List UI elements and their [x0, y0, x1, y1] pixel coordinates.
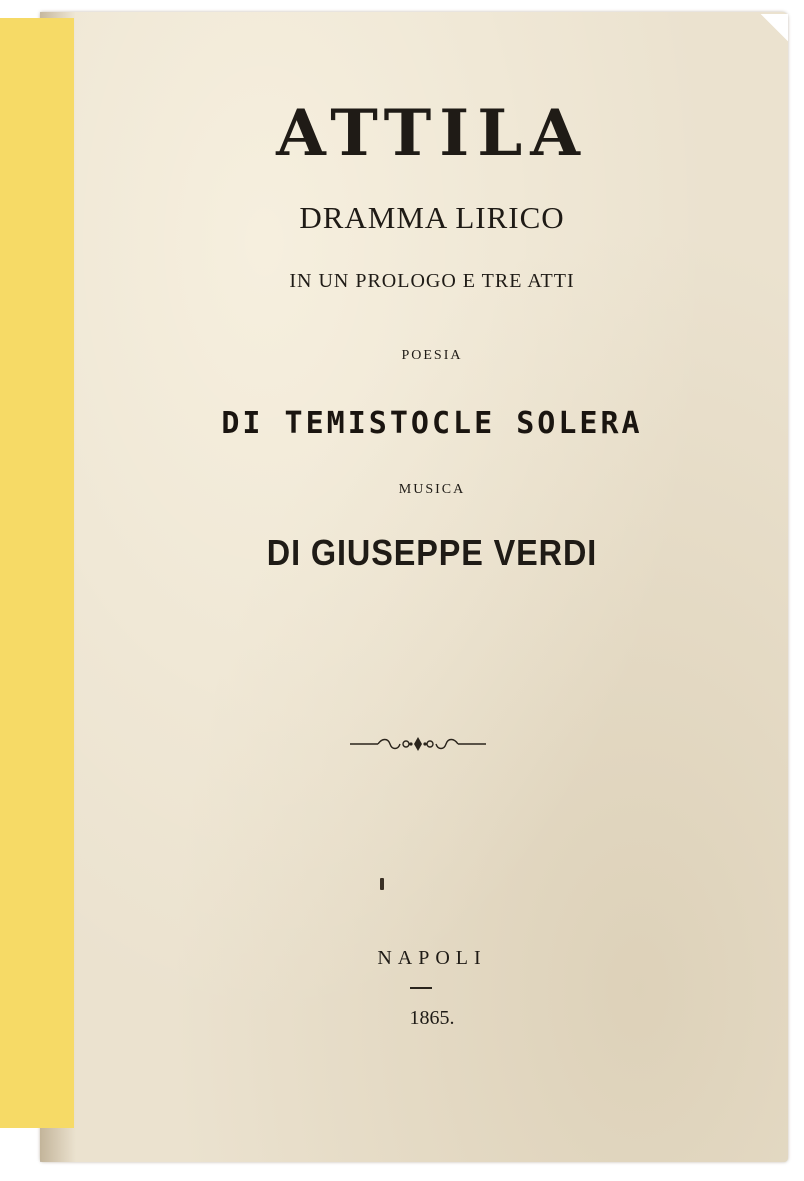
acts-description: IN UN PROLOGO E TRE ATTI	[289, 270, 575, 292]
genre-subtitle: DRAMMA LIRICO	[299, 200, 565, 235]
poetry-label: POESIA	[401, 348, 463, 363]
opera-title: ATTILA	[276, 96, 588, 171]
ink-speck	[380, 878, 384, 890]
fleuron-divider-icon	[348, 734, 488, 754]
publication-year: 1865.	[409, 1007, 455, 1029]
page-corner-tear	[758, 14, 788, 44]
publication-city: NAPOLI	[377, 947, 487, 969]
librettist-name: DI TEMISTOCLE SOLERA	[221, 406, 643, 441]
composer-name: DI GIUSEPPE VERDI	[266, 532, 598, 573]
yellow-binding-strip	[0, 18, 74, 1128]
book-page	[40, 12, 788, 1162]
short-rule-divider	[410, 987, 432, 989]
music-label: MUSICA	[398, 482, 466, 497]
